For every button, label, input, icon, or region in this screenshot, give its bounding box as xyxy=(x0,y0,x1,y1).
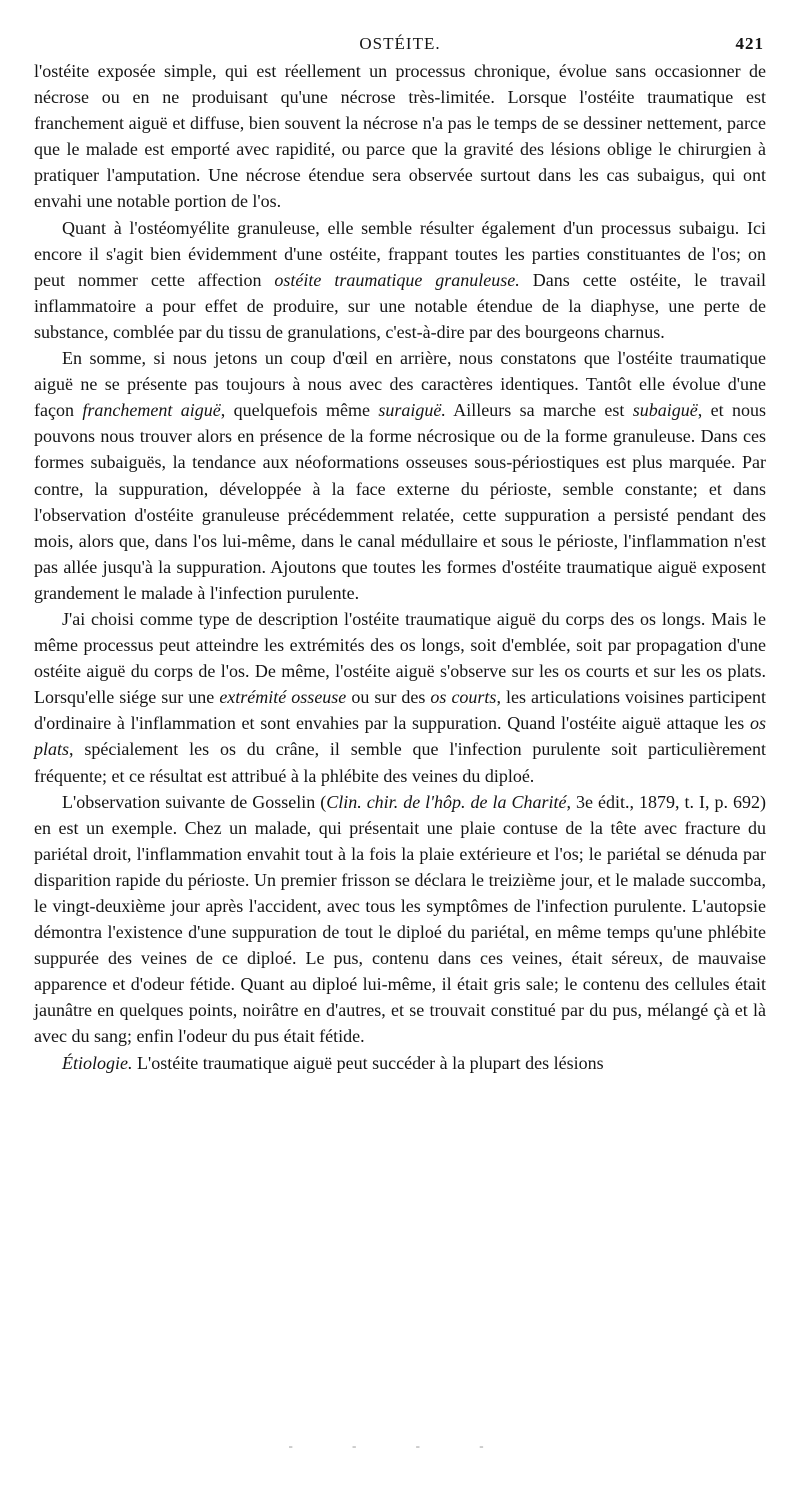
paragraph xyxy=(34,606,766,789)
italic-run: ostéite traumatique granuleuse. xyxy=(274,269,520,290)
text-run: l'ostéite exposée simple, qui est réellement un processus chronique, évolue sans occasionner de nécrose ou en ne produisant qu'une nécrose très-limitée. Lorsque l'ostéite traumatique est franchement aiguë et diffuse, bien souvent la nécrose n'a pas le temps de se dessiner nettement, parce que le malade est emporté avec rapidité, ou parce que la gravité des lésions oblige le chirurgien à pratiquer l'amputation. Une nécrose étendue sera observée surtout dans les cas subaigus, qui ont envahi une notable portion de l'os. xyxy=(34,61,766,212)
running-title: OSTÉITE. xyxy=(359,34,441,53)
page-number: 421 xyxy=(735,34,764,53)
paragraph xyxy=(34,1050,766,1076)
body-text xyxy=(34,58,766,1076)
text-run: , les articulations voisines participent d'ordinaire à l'inflammation et sont envahies par la suppuration. Quand l'ostéite aiguë attaque les xyxy=(34,687,766,734)
italic-run: suraiguë. xyxy=(378,400,446,421)
paragraph xyxy=(34,215,766,345)
italic-run: Clin. chir. de l'hôp. de la Charité xyxy=(326,791,567,812)
italic-run: extrémité osseuse xyxy=(219,687,347,708)
italic-run: Étiologie. xyxy=(62,1052,133,1073)
italic-run: subaiguë xyxy=(632,400,698,421)
bottom-scan-marks: - - - - xyxy=(288,1438,512,1453)
text-run: Ailleurs sa marche est xyxy=(445,400,633,421)
running-head xyxy=(34,30,766,58)
text-run: J'ai choisi comme type de description l'ostéite traumatique aiguë du corps des os longs. Mais le même processus peut atteindre les extrémités des os longs, soit d'emblée, soit par propagation d'une ostéite aiguë du corps de l'os. De même, l'ostéite aiguë s'observe sur les os courts et sur les os plats. Lorsqu'elle siége sur une xyxy=(34,608,766,708)
paragraph xyxy=(34,58,766,215)
text-run: ou sur des xyxy=(346,687,431,708)
italic-run: os plats xyxy=(34,713,766,760)
text-run: Quant à l'ostéomyélite granuleuse, elle semble résulter également d'un processus subaigu. Ici encore il s'agit bien évidemment d'une ostéite, frappant toutes les parties constituantes de l'os; on peut nommer cette affection xyxy=(34,217,766,290)
text-run: Dans cette ostéite, le travail inflammatoire a pour effet de produire, sur une notable étendue de la diaphyse, une perte de substance, comblée par du tissu de granulations, c'est-à-dire par des bourgeons charnus. xyxy=(34,269,766,342)
italic-run: franchement aiguë xyxy=(82,400,221,421)
text-run: , quelquefois même xyxy=(220,400,379,421)
paragraph xyxy=(34,789,766,1050)
text-run: , spécialement les os du crâne, il semble que l'infection purulente soit particulièrement fréquente; et ce résultat est attribué à la phlébite des veines du diploé. xyxy=(34,739,766,786)
paragraph xyxy=(34,345,766,606)
text-run: , et nous pouvons nous trouver alors en présence de la forme nécrosique ou de la forme granuleuse. Dans ces formes subaiguës, la tendance aux néoformations osseuses sous-périostiques est plus marquée. Par contre, la suppuration, développée à la face externe du périoste, semble constante; et dans l'observation d'ostéite granuleuse précédemment relatée, cette suppuration a persisté pendant des mois, alors que, dans l'os lui-même, dans le canal médullaire et sous le périoste, l'inflammation n'est pas allée jusqu'à la suppuration. Ajoutons que toutes les formes d'ostéite traumatique aiguë exposent grandement le malade à l'infection purulente. xyxy=(34,400,767,603)
text-run: , 3e édit., 1879, t. I, p. 692) en est un exemple. Chez un malade, qui présentait une plaie contuse de la tête avec fracture du pariétal droit, l'inflammation envahit tout à la fois la plaie extérieure et l'os; le pariétal se dénuda par disparition rapide du périoste. Un premier frisson se déclara le treizième jour, et le malade succomba, le vingt-deuxième jour après l'accident, avec tous les symptômes de l'infection purulente. L'autopsie démontra l'existence d'une suppuration de tout le diploé du pariétal, en même temps qu'une phlébite suppurée des veines de ce diploé. Le pus, contenu dans ces veines, était séreux, de mauvaise apparence et d'odeur fétide. Quant au diploé lui-même, il était gris sale; le contenu des cellules était jaunâtre en quelques points, noirâtre en d'autres, et se trouvait constitué par du pus, mélangé çà et là avec du sang; enfin l'odeur du pus était fétide. xyxy=(34,791,766,1047)
text-run: En somme, si nous jetons un coup d'œil en arrière, nous constatons que l'ostéite traumatique aiguë ne se présente pas toujours à nous avec des caractères identiques. Tantôt elle évolue d'une façon xyxy=(34,348,766,421)
text-run: L'ostéite traumatique aiguë peut succéder à la plupart des lésions xyxy=(132,1052,604,1073)
italic-run: os courts xyxy=(430,687,497,708)
text-run: L'observation suivante de Gosselin ( xyxy=(62,791,327,812)
